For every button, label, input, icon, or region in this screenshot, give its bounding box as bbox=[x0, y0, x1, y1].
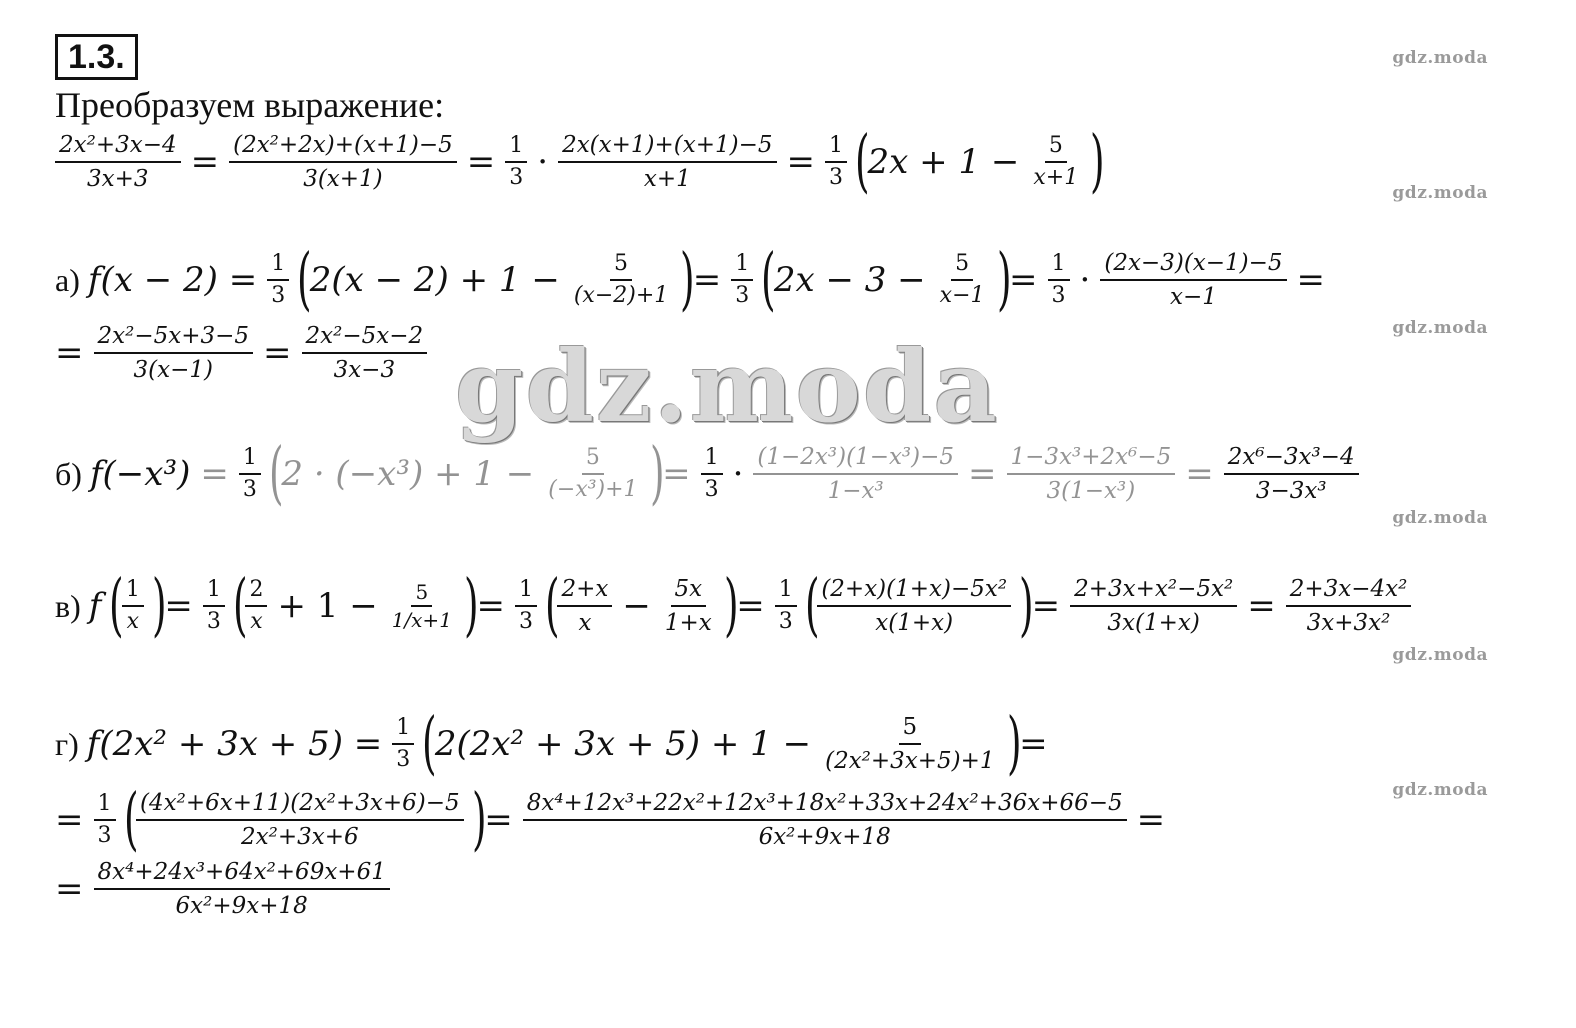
expr-text: 2(x − 2) + 1 − bbox=[309, 260, 560, 300]
function-call: f(x − 2) = bbox=[87, 260, 258, 300]
fraction: $\frac{\text{1−3x³+2x⁶−5}}{\text{3(1−x³)}}$ bbox=[1007, 443, 1176, 505]
fraction: $\frac{5}{x-1}$ bbox=[939, 251, 985, 308]
fraction: $\frac{1}{3}$ bbox=[267, 251, 289, 309]
fraction: $\frac{\text{(2x²+2x)+(x+1)−5}}{3(x+1)}$ bbox=[229, 131, 457, 193]
part-v-line: в) f ( $\frac{1}{x}$ ) = $\frac{1}{3}$ ( $\frac{2}{x}$ + 1 − $\frac{5}{1/x+1}$ ) = $\frac{1}{3}$ ( $\frac{2+x}{x}$ − $\frac{5x}{1+x}$ ) = $\frac{1}{3}$ ( $\frac{\text{(2+x)(1+x)−5x²}}{x(1+x)}$ ) = $\frac{\text{2+3x+x²−5x²}}{3x(1+x)}$ = $\frac{\text{2+3x−4x²}}{\text{3x+3x²}}$ bbox=[55, 572, 1421, 640]
part-g-line-3: = $\frac{\text{8x⁴+24x³+64x²+69x+61}}{\text{6x²+9x+18}}$ bbox=[55, 858, 400, 920]
fraction: $\frac{1}{3}$ bbox=[731, 251, 753, 309]
transform-line: $\frac{\text{2x²+3x−4}}{3x+3}$ = $\frac{\text{(2x²+2x)+(x+1)−5}}{3(x+1)}$ = $\frac{1}{3}$ · $\frac{2x(x+1)+(x+1)-5}{x+1}$ = $\frac{1}{3}$ ( 2x + 1 − $\frac{5}{x+1}$ ) bbox=[55, 128, 1103, 196]
part-g-line-2: = $\frac{1}{3}$ ( $\frac{\text{(4x²+6x+11)(2x²+3x+6)−5}}{\text{2x²+3x+6}}$ ) = $\frac{\text{8x⁴+12x³+22x²+12x³+18x²+33x+24x²+36x+66−5}}{\text{6x²+9x+18}}$ = bbox=[55, 780, 1166, 859]
watermark-small: gdz.moda bbox=[1392, 48, 1488, 68]
fraction: $\frac{1}{3}$ bbox=[203, 577, 225, 635]
fraction: $\frac{1}{3}$ bbox=[94, 791, 116, 849]
watermark-small: gdz.moda bbox=[1392, 318, 1488, 338]
part-a-line-2: = $\frac{\text{2x²−5x+3−5}}{3(x-1)}$ = $\frac{\text{2x²−5x−2}}{3x-3}$ bbox=[55, 322, 437, 384]
fraction: $\frac{\text{(4x²+6x+11)(2x²+3x+6)−5}}{\text{2x²+3x+6}}$ bbox=[136, 789, 464, 851]
problem-number: 1.3. bbox=[55, 34, 138, 80]
part-a-line-1: а) f(x − 2) = $\frac{1}{3}$ ( 2(x − 2) + 1 − $\frac{5}{(x-2)+1}$ ) = $\frac{1}{3}$ ( 2x − 3 − $\frac{5}{x-1}$ ) = $\frac{1}{3}$ · $\frac{(2x-3)(x-1)-5}{x-1}$ = bbox=[55, 240, 1326, 319]
fraction: $\frac{1}{3}$ bbox=[825, 133, 847, 191]
fraction: $\frac{(2x-3)(x-1)-5}{x-1}$ bbox=[1100, 249, 1286, 311]
fraction: $\frac{1}{3}$ bbox=[515, 577, 537, 635]
fraction: $\frac{5}{\text{(−x³)+1}}$ bbox=[548, 445, 638, 502]
expr-text: 2(2x² + 3x + 5) + 1 − bbox=[434, 724, 812, 764]
fraction: $\frac{\text{2x²−5x+3−5}}{3(x-1)}$ bbox=[94, 322, 254, 384]
function-call: f(−x³) bbox=[89, 454, 191, 494]
fraction: $\frac{1}{x}$ bbox=[122, 577, 144, 635]
fraction: $\frac{\text{8x⁴+24x³+64x²+69x+61}}{\text{6x²+9x+18}}$ bbox=[94, 858, 390, 920]
part-label: б) bbox=[55, 455, 82, 492]
fraction: $\frac{1}{3}$ bbox=[392, 715, 414, 773]
function-call: f(2x² + 3x + 5) = bbox=[86, 724, 383, 764]
part-b-line: б) f(−x³) = $\frac{1}{3}$ ( 2 · (−x³) + 1 − $\frac{5}{\text{(−x³)+1}}$ ) = $\frac{1}{3}$ · $\frac{\text{(1−2x³)(1−x³)−5}}{\text{1−x³}}$ = $\frac{\text{1−3x³+2x⁶−5}}{\text{3(1−x³)}}$ = $\frac{\text{2x⁶−3x³−4}}{\text{3−3x³}}$ bbox=[55, 440, 1369, 508]
fraction: $\frac{5}{(x-2)+1}$ bbox=[573, 251, 669, 308]
fraction: $\frac{\text{2x⁶−3x³−4}}{\text{3−3x³}}$ bbox=[1224, 443, 1359, 505]
intro-text: Преобразуем выражение: bbox=[55, 85, 445, 125]
fraction: $\frac{1}{3}$ bbox=[505, 133, 527, 191]
expr-text: + 1 − bbox=[277, 586, 378, 626]
fraction: $\frac{\text{2+3x−4x²}}{\text{3x+3x²}}$ bbox=[1286, 575, 1412, 637]
fraction: $\frac{1}{3}$ bbox=[239, 445, 261, 503]
expr-text: 2 · (−x³) + 1 − bbox=[281, 454, 535, 494]
part-label: а) bbox=[55, 261, 80, 298]
function-call: f bbox=[88, 586, 102, 626]
expr-text: 2x + 1 − bbox=[867, 142, 1020, 182]
fraction: $\frac{5}{x+1}$ bbox=[1033, 133, 1079, 190]
part-g-line-1: г) f(2x² + 3x + 5) = $\frac{1}{3}$ ( 2(2x² + 3x + 5) + 1 − $\frac{5}{\text{(2x²+3x+5)+1}}$ ) = bbox=[55, 704, 1048, 783]
fraction: $\frac{2}{x}$ bbox=[245, 577, 267, 635]
fraction: $\frac{5}{\text{(2x²+3x+5)+1}}$ bbox=[825, 714, 995, 774]
fraction: $\frac{\text{2x²−5x−2}}{3x-3}$ bbox=[302, 322, 428, 384]
fraction: $\frac{\text{8x⁴+12x³+22x²+12x³+18x²+33x+24x²+36x+66−5}}{\text{6x²+9x+18}}$ bbox=[523, 789, 1127, 851]
watermark-small: gdz.moda bbox=[1392, 508, 1488, 528]
fraction: $\frac{\text{2+3x+x²−5x²}}{3x(1+x)}$ bbox=[1070, 575, 1237, 637]
fraction: $\frac{2x(x+1)+(x+1)-5}{x+1}$ bbox=[558, 131, 776, 193]
fraction: $\frac{\text{(1−2x³)(1−x³)−5}}{\text{1−x³}}$ bbox=[753, 443, 958, 505]
fraction: $\frac{\text{2x²+3x−4}}{3x+3}$ bbox=[55, 131, 181, 193]
fraction: $\frac{5x}{1+x}$ bbox=[664, 576, 712, 636]
fraction: $\frac{1}{3}$ bbox=[775, 577, 797, 635]
watermark-small: gdz.moda bbox=[1392, 645, 1488, 665]
expr-text: 2x − 3 − bbox=[773, 260, 926, 300]
fraction: $\frac{2+x}{x}$ bbox=[557, 575, 612, 637]
fraction: $\frac{1}{3}$ bbox=[1048, 251, 1070, 309]
fraction: $\frac{5}{1/x+1}$ bbox=[391, 580, 452, 632]
part-label: г) bbox=[55, 725, 79, 762]
watermark-small: gdz.moda bbox=[1392, 780, 1488, 800]
fraction: $\frac{1}{3}$ bbox=[701, 445, 723, 503]
part-label: в) bbox=[55, 587, 81, 624]
watermark-large: gdz.moda bbox=[455, 330, 999, 445]
watermark-small: gdz.moda bbox=[1392, 183, 1488, 203]
fraction: $\frac{\text{(2+x)(1+x)−5x²}}{x(1+x)}$ bbox=[817, 575, 1011, 637]
